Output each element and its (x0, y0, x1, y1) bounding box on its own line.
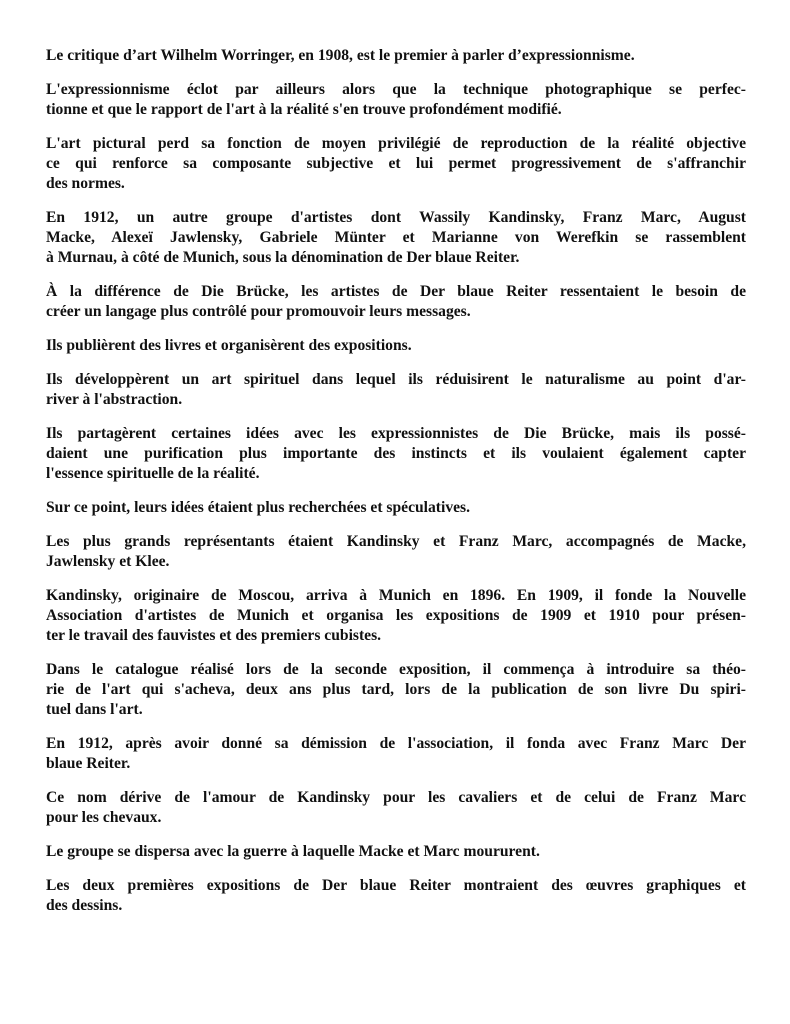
paragraph-15 (46, 842, 746, 862)
text-line: blaue Reiter. (46, 755, 131, 772)
text-line: pour les chevaux. (46, 809, 162, 826)
text-line: Ils publièrent des livres et organisèrent des expositions. (46, 337, 412, 354)
paragraph-13 (46, 734, 746, 774)
paragraph-5 (46, 282, 746, 322)
text-line: L'expressionnisme éclot par ailleurs alors que la technique photographique se perfec- (46, 81, 746, 98)
text-line: river à l'abstraction. (46, 391, 183, 408)
text-line: Les plus grands représentants étaient Kandinsky et Franz Marc, accompagnés de Macke, (46, 533, 746, 550)
text-line: En 1912, un autre groupe d'artistes dont Wassily Kandinsky, Franz Marc, August (46, 209, 746, 226)
paragraph-7 (46, 370, 746, 410)
text-line: En 1912, après avoir donné sa démission de l'association, il fonda avec Franz Marc Der (46, 735, 746, 752)
text-line: L'art pictural perd sa fonction de moyen privilégié de reproduction de la réalité objective (46, 135, 746, 152)
paragraph-10 (46, 532, 746, 572)
text-line: daient une purification plus importante des instincts et ils voulaient également capter (46, 445, 746, 462)
text-line: Sur ce point, leurs idées étaient plus recherchées et spéculatives. (46, 499, 471, 516)
text-line: ce qui renforce sa composante subjective et lui permet progressivement de s'affranchir (46, 155, 746, 172)
paragraph-14 (46, 788, 746, 828)
paragraph-6 (46, 336, 746, 356)
text-line: Ce nom dérive de l'amour de Kandinsky pour les cavaliers et de celui de Franz Marc (46, 789, 746, 806)
paragraph-8 (46, 424, 746, 484)
text-line: Ils partagèrent certaines idées avec les expressionnistes de Die Brücke, mais ils possé- (46, 425, 746, 442)
text-line: Les deux premières expositions de Der blaue Reiter montraient des œuvres graphiques et (46, 877, 746, 894)
paragraph-9 (46, 498, 746, 518)
paragraph-2 (46, 80, 746, 120)
text-line: Ils développèrent un art spirituel dans lequel ils réduisirent le naturalisme au point d'ar- (46, 371, 746, 388)
text-line: Le groupe se dispersa avec la guerre à laquelle Macke et Marc moururent. (46, 843, 540, 860)
paragraph-4 (46, 208, 746, 268)
text-line: À la différence de Die Brücke, les artistes de Der blaue Reiter ressentaient le besoin de (46, 283, 746, 300)
paragraph-16 (46, 876, 746, 916)
text-line: à Murnau, à côté de Munich, sous la dénomination de Der blaue Reiter. (46, 249, 520, 266)
text-line: rie de l'art qui s'acheva, deux ans plus tard, lors de la publication de son livre Du spiri- (46, 681, 746, 698)
text-line: Macke, Alexeï Jawlensky, Gabriele Münter et Marianne von Werefkin se rassemblent (46, 229, 746, 246)
text-line: Association d'artistes de Munich et organisa les expositions de 1909 et 1910 pour présen- (46, 607, 746, 624)
paragraph-11 (46, 586, 746, 646)
text-line: Dans le catalogue réalisé lors de la seconde exposition, il commença à introduire sa théo- (46, 661, 746, 678)
text-line: Jawlensky et Klee. (46, 553, 170, 570)
text-line: tuel dans l'art. (46, 701, 143, 718)
text-line: Le critique d’art Wilhelm Worringer, en 1908, est le premier à parler d’expressionnisme. (46, 47, 635, 64)
text-line: créer un langage plus contrôlé pour promouvoir leurs messages. (46, 303, 471, 320)
text-line: l'essence spirituelle de la réalité. (46, 465, 260, 482)
paragraph-12 (46, 660, 746, 720)
text-line: Kandinsky, originaire de Moscou, arriva à Munich en 1896. En 1909, il fonde la Nouvelle (46, 587, 746, 604)
text-line: des normes. (46, 175, 125, 192)
paragraph-1 (46, 46, 746, 66)
paragraph-3 (46, 134, 746, 194)
document-page (46, 46, 746, 930)
text-line: tionne et que le rapport de l'art à la réalité s'en trouve profondément modifié. (46, 101, 562, 118)
text-line: ter le travail des fauvistes et des premiers cubistes. (46, 627, 382, 644)
text-line: des dessins. (46, 897, 123, 914)
